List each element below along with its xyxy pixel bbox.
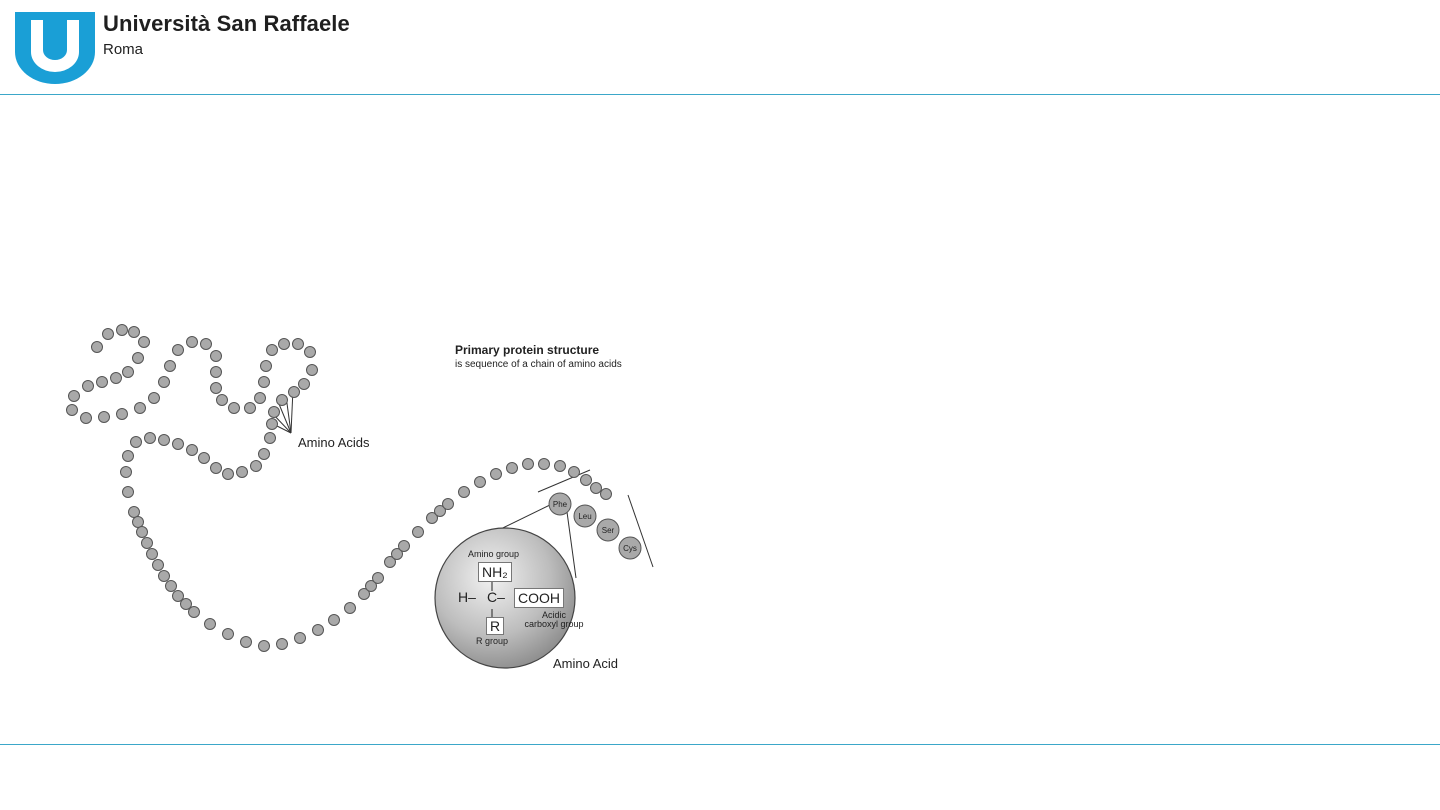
amino-acid-bead [279,339,290,350]
amino-acid-bead [217,395,228,406]
amino-acid-bead [277,395,288,406]
amino-acid-bead [259,449,270,460]
amino-acid-bead [539,459,550,470]
amino-acid-bead [81,413,92,424]
amino-acid-bead [189,607,200,618]
amino-acid-bead [111,373,122,384]
amino-acid-bead [591,483,602,494]
amino-acid-bead [99,412,110,423]
nh2-label: NH₂ [478,562,512,582]
amino-acid-bead [223,469,234,480]
amino-acid-bead [187,337,198,348]
amino-acid-bead [123,487,134,498]
amino-acid-bead [69,391,80,402]
amino-acids-label: Amino Acids [298,435,370,450]
amino-acid-bead [187,445,198,456]
amino-acid-bead [313,625,324,636]
amino-acid-bead [211,463,222,474]
amino-acid-bead [211,351,222,362]
amino-acid-bead [137,527,148,538]
amino-group-label: Amino group [468,549,520,559]
hydrogen-label: H– [458,589,476,605]
university-city: Roma [103,41,144,58]
amino-acid-bead [293,339,304,350]
amino-acid-bead [159,571,170,582]
amino-acid-bead [131,437,142,448]
figure-title: Primary protein structure [455,343,600,357]
figure-subtitle: is sequence of a chain of amino acids [455,359,622,370]
r-label: R [486,617,504,635]
amino-acid-bead [555,461,566,472]
amino-acid-bead [259,377,270,388]
amino-acid-bead [83,381,94,392]
amino-acid-bead [147,549,158,560]
amino-acid-bead [373,573,384,584]
amino-acid-bead [289,387,300,398]
amino-acid-bead [269,407,280,418]
residue-detail-chain [549,493,641,559]
amino-acid-label: Amino Acid [553,656,619,671]
amino-acid-bead [211,383,222,394]
amino-acid-bead [142,538,153,549]
amino-acid-bead [139,337,150,348]
amino-acid-bead [581,475,592,486]
residue-label: Cys [623,544,637,553]
amino-acid-bead [201,339,212,350]
amino-acid-bead [67,405,78,416]
amino-acid-bead [299,379,310,390]
amino-acid-bead [117,409,128,420]
amino-acid-bead [173,439,184,450]
amino-acid-bead [123,451,134,462]
amino-acid-bead [329,615,340,626]
amino-acid-bead [97,377,108,388]
amino-acid-bead [123,367,134,378]
amino-acid-bead [413,527,424,538]
amino-acid-bead [443,499,454,510]
amino-acid-bead [166,581,177,592]
amino-acid-bead [267,419,278,430]
amino-acid-bead [145,433,156,444]
amino-acid-bead [261,361,272,372]
residue-label: Phe [552,500,568,509]
amino-acid-bead [601,489,612,500]
amino-acid-bead [92,342,103,353]
header [0,0,1440,95]
acidic-carboxyl-label: Acidic carboxyl group [524,610,584,629]
amino-acid-bead [173,345,184,356]
amino-acid-bead [345,603,356,614]
amino-acid-bead [475,477,486,488]
amino-acid-bead [135,403,146,414]
amino-acid-bead [241,637,252,648]
amino-acid-bead [245,403,256,414]
amino-acid-bead [159,435,170,446]
amino-acid-bead [569,467,580,478]
amino-acid-bead [277,639,288,650]
amino-acid-bead [229,403,240,414]
amino-acid-bead [153,560,164,571]
university-name: Università San Raffaele [103,11,350,36]
cooh-label: COOH [514,588,564,608]
amino-acid-bead [223,629,234,640]
amino-acid-bead [265,433,276,444]
amino-acid-bead [129,507,140,518]
amino-acid-bead [305,347,316,358]
header-divider [0,94,1440,95]
amino-acid-bead [129,327,140,338]
amino-acid-bead [117,325,128,336]
amino-acid-bead [199,453,210,464]
amino-acid-bead [459,487,470,498]
amino-acid-bead [295,633,306,644]
amino-acid-bead [149,393,160,404]
residue-label: Leu [578,512,592,521]
amino-acid-bead [507,463,518,474]
amino-acid-bead [211,367,222,378]
residue-label: Ser [601,526,615,535]
protein-structure-figure [60,320,660,680]
amino-acid-bead [205,619,216,630]
amino-acid-bead [165,361,176,372]
amino-acid-bead [103,329,114,340]
amino-acid-bead [251,461,262,472]
amino-acid-bead [255,393,266,404]
amino-acid-bead [121,467,132,478]
amino-acid-bead [159,377,170,388]
amino-acid-bead [307,365,318,376]
u-shield-logo-icon [15,12,95,84]
amino-acid-bead [237,467,248,478]
amino-acid-bead [259,641,270,652]
carbon-label: C– [487,589,505,605]
r-group-label: R group [476,636,509,646]
amino-acid-bead [267,345,278,356]
amino-acid-bead [133,517,144,528]
footer-divider [0,744,1440,745]
amino-acid-bead [399,541,410,552]
amino-acid-bead [133,353,144,364]
amino-acid-bead [491,469,502,480]
amino-acid-bead [523,459,534,470]
